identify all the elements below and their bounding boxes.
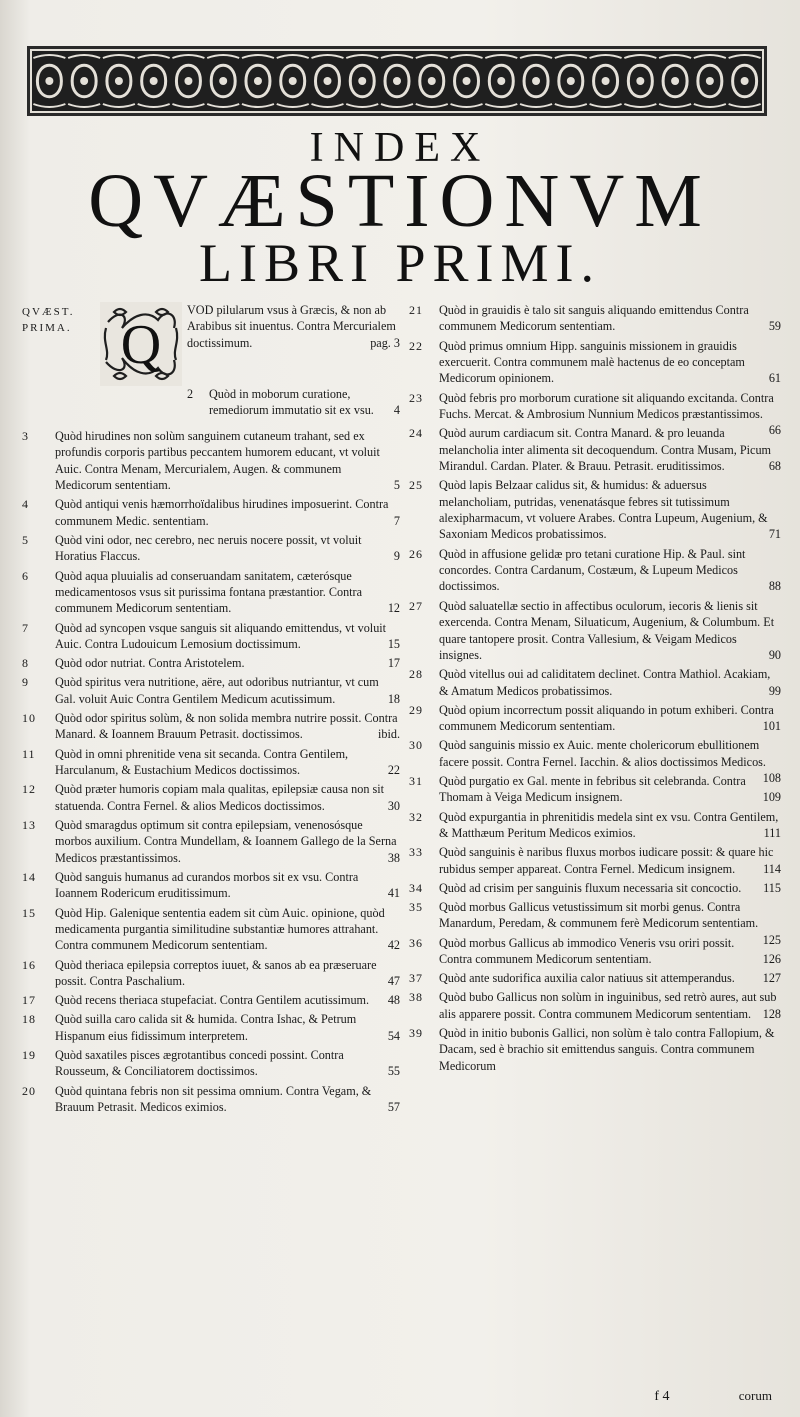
question-text: Quòd aqua pluuialis ad conseruandam sanitatem, cæterósque medicamentosos vsus sit purissima fontana præstantior. Contra communem Medicorum sententiam. xyxy=(55,568,363,616)
question-entry xyxy=(22,905,400,954)
question-entry xyxy=(409,425,781,474)
question-entry xyxy=(22,620,400,653)
question-number: 24 xyxy=(409,426,423,441)
question-number: 36 xyxy=(409,935,423,950)
question-number: 19 xyxy=(22,1047,36,1062)
question-entry xyxy=(409,880,781,896)
page-ref: 38 xyxy=(387,850,400,865)
question-text: Quòd Hip. Galenique sententia eadem sit cùm Auic. opinione, quòd medicamenta purgantia similitudine substantiæ humores attrahant. Contra communem Medicorum sententiam. xyxy=(55,905,385,953)
page-ref: 59 xyxy=(768,319,781,334)
question-number: 26 xyxy=(409,546,423,561)
page-ref: 71 xyxy=(768,527,781,542)
page-ref: 18 xyxy=(387,691,400,706)
question-text: Quòd saluatellæ sectio in affectibus oculorum, iecoris & lienis sit exercenda. Contra Menam, Siluaticum, Augenium, & Columbum. Et quare tantopere prosit. Contra Vallesium, & Veigam Medicos insignes. xyxy=(439,598,775,662)
question-number: 14 xyxy=(22,869,36,884)
question-entry xyxy=(22,655,400,671)
question-text: Quòd morbus Gallicus vetustissimum sit morbi genus. Contra Manardum, Peredam, & communem ferè Medicorum sententiam. xyxy=(439,899,759,931)
page-ref: 47 xyxy=(387,973,400,988)
question-number: 5 xyxy=(22,533,29,548)
question-number: 21 xyxy=(409,303,423,317)
question-number: 25 xyxy=(409,478,423,493)
right-column xyxy=(409,302,781,1077)
question-entry xyxy=(22,1083,400,1116)
question-entry xyxy=(409,773,781,806)
question-number: 9 xyxy=(22,675,29,690)
question-entry xyxy=(409,809,781,842)
page-ref: 109 xyxy=(762,790,781,805)
question-text: Quòd recens theriaca stupefaciat. Contra Gentilem acutissimum. xyxy=(55,993,370,1008)
question-text: Quòd in omni phrenitide vena sit secanda. Contra Gentilem, Harculanum, & Eustachium Medicos doctissimos. xyxy=(55,746,349,778)
question-text: Quòd bubo Gallicus non solùm in inguinibus, sed retrò aures, aut sub alis apparere possit. Contra communem Medicorum sententiam. xyxy=(439,990,777,1021)
headpiece-ornament xyxy=(27,46,767,116)
question-entry xyxy=(22,746,400,779)
question-text: Quòd spiritus vera nutritione, aëre, aut odoribus nutriantur, vt cum Gal. voluit Auic Contra Gentilem Medicum acutissimum. xyxy=(55,675,379,706)
question-number: 2 xyxy=(187,387,194,401)
page-ref: 61 xyxy=(768,371,781,386)
question-entry xyxy=(409,989,781,1022)
question-entry xyxy=(22,869,400,902)
page-ref: 54 xyxy=(387,1028,400,1043)
question-text: Quòd lapis Belzaar calidus sit, & humidus: & aduersus melancholiam, putridas, venenatásque febres sit tutissimum alexipharmacum, vt voluere Arabes. Contra Lupeum, Augenium, & Saxoniam Medicos probatissimos. xyxy=(439,478,768,542)
question-text: Quòd aurum cardiacum sit. Contra Manard. & pro leuanda melancholia inter alimenta sit decoquendum. Contra Musam, Picum Mirandul. Cardan. Plater. & Brauu. Petrasit. eruditissimos. xyxy=(439,426,772,474)
question-number: 11 xyxy=(22,746,36,761)
question-number: 38 xyxy=(409,990,423,1005)
page-ref: 127 xyxy=(762,971,781,986)
page-ref: 68 xyxy=(768,459,781,474)
page-ref: 17 xyxy=(387,656,400,671)
question-text: Quòd smaragdus optimum sit contra epilepsiam, venenosósque morbos auxilium. Contra Mundellam, & Ioannem Gallego de la Serna Medicos præstantissimos. xyxy=(55,817,397,865)
page-ref: 9 xyxy=(393,549,400,564)
page-ref: 5 xyxy=(393,478,400,493)
signature-mark: f 4 xyxy=(654,1389,670,1404)
left-column xyxy=(22,302,400,1118)
question-text: Quòd quintana febris non sit pessima omnium. Contra Vegam, & Brauum Petrasit. Medicos eximios. xyxy=(55,1083,372,1114)
signature-line xyxy=(654,1388,772,1405)
question-text: Quòd sanguinis è naribus fluxus morbos iudicare possit: & quare hic rubidus semper appareat. Contra Fernel. Medicum insignem. xyxy=(439,845,774,876)
question-number: 13 xyxy=(22,817,36,832)
question-number: 6 xyxy=(22,568,29,583)
question-entry xyxy=(22,957,400,990)
page-ref: 114 xyxy=(763,861,781,876)
page-ref: 66 xyxy=(768,423,781,438)
title-libri-primi: LIBRI PRIMI. xyxy=(198,233,601,293)
question-text: Quòd febris pro morborum curatione sit aliquando excitanda. Contra Fuchs. Mercat. & Ambrosium Nunnium Medicos præstantissimos. xyxy=(439,390,774,422)
question-number: 17 xyxy=(22,993,36,1008)
question-entry xyxy=(22,532,400,565)
page-ref: 30 xyxy=(387,798,400,813)
question-text: Quòd ante sudorifica auxilia calor natiuus sit attemperandus. xyxy=(439,971,735,986)
question-number: 39 xyxy=(409,1026,423,1040)
question-text: Quòd opium incorrectum possit aliquando in potum exhiberi. Contra communem Medicorum sententiam. xyxy=(439,702,774,734)
svg-text:Q: Q xyxy=(120,314,162,376)
question-number: 7 xyxy=(22,620,29,635)
question-entry xyxy=(409,666,781,699)
page-ref: 22 xyxy=(387,763,400,778)
title-quaestionum: QVÆSTIONVM xyxy=(88,159,712,243)
page-ref: 128 xyxy=(762,1006,781,1021)
question-number: 18 xyxy=(22,1012,36,1027)
question-number: 16 xyxy=(22,957,36,972)
question-entry xyxy=(22,710,400,743)
page-ref: 57 xyxy=(387,1099,400,1114)
question-number: 10 xyxy=(22,711,36,726)
question-number: 28 xyxy=(409,667,423,682)
page-ref: 48 xyxy=(387,993,400,1008)
question-entry xyxy=(409,302,781,335)
question-number: 20 xyxy=(22,1083,36,1098)
question-text: Quòd suilla caro calida sit & humida. Contra Ishac, & Petrum Hispanum eius fidissimum interpretem. xyxy=(55,1012,357,1043)
question-entry xyxy=(22,674,400,707)
page-ref: 4 xyxy=(393,403,400,418)
question-number: 30 xyxy=(409,738,423,753)
question-text: Quòd in affusione gelidæ pro tetani curatione Hip. & Paul. sint concordes. Contra Cardanum, Costæum, & Lupeum Medicos doctissimos. xyxy=(439,546,746,594)
question-entry xyxy=(409,844,781,877)
question-text: Quòd ad syncopen vsque sanguis sit aliquando emittendus, vt voluit Auic. Contra Ludouicum Lemosium doctissimum. xyxy=(55,620,387,652)
page-ref: 41 xyxy=(387,886,400,901)
question-text: Quòd sanguis humanus ad curandos morbos sit ex vsu. Contra Ioannem Rodericum eruditissimum. xyxy=(55,869,359,901)
question-number: 4 xyxy=(22,497,29,512)
question-number: 37 xyxy=(409,971,423,986)
question-entry xyxy=(22,992,400,1008)
page-ref: 88 xyxy=(768,579,781,594)
question-text: Quòd ad crisim per sanguinis fluxum necessaria sit concoctio. xyxy=(439,880,742,895)
page-ref: 101 xyxy=(762,719,781,734)
question-number: 31 xyxy=(409,773,423,788)
question-entry xyxy=(409,338,781,387)
question-text: Quòd præter humoris copiam mala qualitas, epilepsiæ causa non sit statuenda. Contra Fernel. & alios Medicos doctissimos. xyxy=(55,782,384,813)
title-index: INDEX xyxy=(309,125,491,171)
question-text: Quòd odor nutriat. Contra Aristotelem. xyxy=(55,656,245,671)
question-number: 34 xyxy=(409,880,423,895)
page-ref: 12 xyxy=(387,601,400,616)
question-text: Quòd theriaca epilepsia correptos iuuet, & sanos ab ea præseruare possit. Contra Paschalium. xyxy=(55,957,377,988)
question-entry xyxy=(409,477,781,543)
page-ref: 55 xyxy=(387,1064,400,1079)
question-entry xyxy=(22,1011,400,1044)
question-number: 29 xyxy=(409,702,423,717)
question-entry xyxy=(22,1047,400,1080)
question-number: 15 xyxy=(22,905,36,920)
page-ref: 90 xyxy=(768,647,781,662)
question-number: 12 xyxy=(22,782,36,797)
question-number: 22 xyxy=(409,338,423,353)
catchword: corum xyxy=(738,1388,772,1403)
question-number: 23 xyxy=(409,390,423,405)
question-number: 27 xyxy=(409,598,423,613)
page-ref: 125 xyxy=(762,932,781,947)
question-entry xyxy=(409,546,781,595)
question-text: Quòd saxatiles pisces ægrotantibus concedi possint. Contra Rousseum, & Conciliatorem doctissimos. xyxy=(55,1047,344,1079)
page-ref: 15 xyxy=(387,637,400,652)
question-number: 3 xyxy=(22,429,29,443)
question-number: 33 xyxy=(409,845,423,860)
question-entry xyxy=(409,970,781,986)
page-ref: ibid. xyxy=(377,727,400,742)
question-text: Quòd primus omnium Hipp. sanguinis missionem in grauidis exercuerit. Contra communem malè hactenus de eo conceptam Medicorum opinionem. xyxy=(439,338,745,386)
question-entry xyxy=(409,598,781,664)
page-ref: 42 xyxy=(387,938,400,953)
decorated-initial xyxy=(100,302,182,386)
page-ref: 108 xyxy=(762,771,781,786)
page-ref: 7 xyxy=(393,513,400,528)
question-text: Quòd purgatio ex Gal. mente in febribus sit celebranda. Contra Thomam à Veiga Medicum insignem. xyxy=(439,773,746,805)
question-text: Quòd vitellus oui ad caliditatem declinet. Contra Mathiol. Acakiam, & Amatum Medicos probatissimos. xyxy=(439,667,771,698)
question-number: 32 xyxy=(409,809,423,824)
question-text: Quòd sanguinis missio ex Auic. mente cholericorum ebullitionem facere possit. Contra Fernel. Iacchin. & alios doctissimos Medicos. xyxy=(439,738,766,769)
question-entry xyxy=(22,496,400,529)
question-text: Quòd morbus Gallicus ab immodico Veneris vsu oriri possit. Contra communem Medicorum sententiam. xyxy=(439,935,735,966)
question-text: Quòd expurgantia in phrenitidis medela sint ex vsu. Contra Gentilem, & Matthæum Peritum Medicos eximios. xyxy=(439,809,779,840)
page-ref: 126 xyxy=(762,951,781,966)
page-ref: 115 xyxy=(763,880,781,895)
page-ref: 111 xyxy=(763,825,781,840)
question-1-text: VOD pilularum vsus à Græcis, & non ab Arabibus sit inuentus. Contra Mercurialem doctissimum. pag. 3 xyxy=(187,303,400,350)
question-text: Quòd in grauidis è talo sit sanguis aliquando emittendus Contra communem Medicorum sententiam. xyxy=(439,303,749,334)
question-entry xyxy=(22,817,400,866)
question-entry xyxy=(22,428,400,494)
question-entry xyxy=(409,1025,781,1074)
question-text: Quòd in initio bubonis Gallici, non solùm è talo contra Fallopium, & Dacam, sed è brachio sit emittendus sanguis. Contra communem Medicorum xyxy=(439,1026,775,1073)
question-number: 8 xyxy=(22,656,29,671)
question-1 xyxy=(22,302,400,424)
question-1-label: QVÆST. PRIMA. xyxy=(22,306,75,334)
question-text: Quòd hirudines non solùm sanguinem cutaneum trahant, sed ex profundis corporis partibus peccantem humorem educant, vt voluit Auic. Contra Menam, Mercurialem, Augen. & communem Medicorum sententiam. xyxy=(55,429,380,493)
question-text: Quòd odor spiritus solùm, & non solida membra nutrire possit. Contra Manard. & Ioannem Brauum Petrasit. doctissimos. xyxy=(55,711,398,742)
question-entry xyxy=(22,568,400,617)
question-number: 35 xyxy=(409,899,423,914)
question-2: 2 Quòd in moborum curatione, remediorum immutatio sit ex vsu. 4 xyxy=(187,387,400,418)
question-entry xyxy=(22,781,400,814)
question-entry xyxy=(409,702,781,735)
page-ref: pag. 3 xyxy=(370,335,400,350)
question-text: Quòd antiqui venis hæmorrhoïdalibus hirudines imposuerint. Contra communem Medic. sententiam. xyxy=(55,497,389,528)
question-entry xyxy=(409,935,781,968)
question-text: Quòd vini odor, nec cerebro, nec neruis nocere possit, vt voluit Horatius Flaccus. xyxy=(55,533,362,564)
page-ref: 99 xyxy=(768,683,781,698)
